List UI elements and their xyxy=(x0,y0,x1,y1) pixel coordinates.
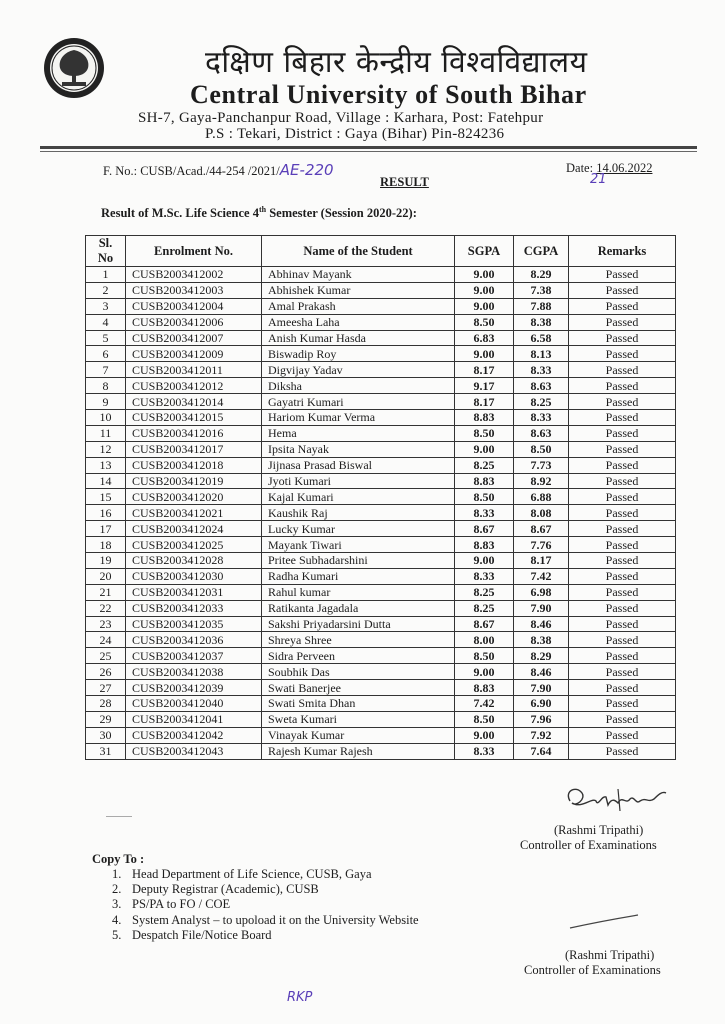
cell-cgpa: 6.90 xyxy=(514,696,569,712)
cell-cgpa: 8.50 xyxy=(514,441,569,457)
cell-remarks: Passed xyxy=(569,314,676,330)
cell-sl: 29 xyxy=(86,711,126,727)
cell-enrolment: CUSB2003412024 xyxy=(126,521,262,537)
cell-sgpa: 9.00 xyxy=(455,553,514,569)
cell-enrolment: CUSB2003412038 xyxy=(126,664,262,680)
cell-sl: 15 xyxy=(86,489,126,505)
list-number: 3. xyxy=(112,897,122,912)
cell-sl: 17 xyxy=(86,521,126,537)
cell-remarks: Passed xyxy=(569,441,676,457)
cell-sgpa: 8.17 xyxy=(455,362,514,378)
list-number: 4. xyxy=(112,912,122,927)
date-label: Date: xyxy=(566,161,594,175)
cell-remarks: Passed xyxy=(569,330,676,346)
cell-name: Sakshi Priyadarsini Dutta xyxy=(262,616,455,632)
cell-enrolment: CUSB2003412042 xyxy=(126,727,262,743)
cell-sgpa: 9.00 xyxy=(455,346,514,362)
cell-cgpa: 8.33 xyxy=(514,410,569,426)
cell-remarks: Passed xyxy=(569,632,676,648)
table-row xyxy=(86,648,676,664)
cell-remarks: Passed xyxy=(569,489,676,505)
table-row xyxy=(86,521,676,537)
header-divider-thin xyxy=(40,151,697,152)
cell-name: Lucky Kumar xyxy=(262,521,455,537)
cell-remarks: Passed xyxy=(569,664,676,680)
cell-name: Shreya Shree xyxy=(262,632,455,648)
cell-sl: 23 xyxy=(86,616,126,632)
cell-cgpa: 6.98 xyxy=(514,584,569,600)
cell-remarks: Passed xyxy=(569,425,676,441)
cell-name: Mayank Tiwari xyxy=(262,537,455,553)
cell-name: Sweta Kumari xyxy=(262,711,455,727)
cell-enrolment: CUSB2003412009 xyxy=(126,346,262,362)
cell-sgpa: 8.83 xyxy=(455,473,514,489)
cell-name: Abhishek Kumar xyxy=(262,282,455,298)
cell-remarks: Passed xyxy=(569,378,676,394)
cell-cgpa: 8.67 xyxy=(514,521,569,537)
list-text: PS/PA to FO / COE xyxy=(132,897,231,912)
cell-sgpa: 8.00 xyxy=(455,632,514,648)
cell-sl: 4 xyxy=(86,314,126,330)
cell-remarks: Passed xyxy=(569,743,676,759)
cell-remarks: Passed xyxy=(569,584,676,600)
cell-sl: 20 xyxy=(86,568,126,584)
cell-sgpa: 9.00 xyxy=(455,298,514,314)
subheading-text-end: Semester (Session 2020-22): xyxy=(266,206,417,221)
cell-enrolment: CUSB2003412035 xyxy=(126,616,262,632)
cell-sl: 2 xyxy=(86,282,126,298)
cell-remarks: Passed xyxy=(569,648,676,664)
cell-enrolment: CUSB2003412028 xyxy=(126,553,262,569)
table-row xyxy=(86,584,676,600)
cell-sl: 14 xyxy=(86,473,126,489)
table-row xyxy=(86,537,676,553)
cell-cgpa: 8.46 xyxy=(514,664,569,680)
cell-cgpa: 6.58 xyxy=(514,330,569,346)
cell-sl: 7 xyxy=(86,362,126,378)
cell-name: Ratikanta Jagadala xyxy=(262,600,455,616)
cell-cgpa: 7.88 xyxy=(514,298,569,314)
cell-enrolment: CUSB2003412003 xyxy=(126,282,262,298)
cell-name: Rajesh Kumar Rajesh xyxy=(262,743,455,759)
subheading-sup: th xyxy=(258,205,267,214)
cell-name: Digvijay Yadav xyxy=(262,362,455,378)
table-row xyxy=(86,410,676,426)
cell-name: Amal Prakash xyxy=(262,298,455,314)
cell-name: Swati Smita Dhan xyxy=(262,696,455,712)
table-row xyxy=(86,616,676,632)
table-row xyxy=(86,600,676,616)
subheading-text: Result of M.Sc. Life Science 4 xyxy=(101,206,259,221)
copy-to-heading: Copy To : xyxy=(92,852,145,866)
list-text: Despatch File/Notice Board xyxy=(132,927,272,942)
table-row xyxy=(86,743,676,759)
table-row xyxy=(86,505,676,521)
cell-remarks: Passed xyxy=(569,267,676,283)
table-row xyxy=(86,330,676,346)
table-row xyxy=(86,489,676,505)
signatory-title-bottom: Controller of Examinations xyxy=(524,963,661,977)
cell-sgpa: 8.50 xyxy=(455,314,514,330)
cell-sl: 9 xyxy=(86,394,126,410)
cell-sl: 8 xyxy=(86,378,126,394)
cell-cgpa: 8.38 xyxy=(514,314,569,330)
list-number: 5. xyxy=(112,927,122,942)
result-heading: RESULT xyxy=(380,175,429,189)
cell-sl: 6 xyxy=(86,346,126,362)
hindi-title: दक्षिण बिहार केन्द्रीय विश्वविद्यालय xyxy=(205,45,588,80)
cell-name: Hema xyxy=(262,425,455,441)
cell-enrolment: CUSB2003412021 xyxy=(126,505,262,521)
cell-cgpa: 7.96 xyxy=(514,711,569,727)
cell-enrolment: CUSB2003412025 xyxy=(126,537,262,553)
date-handwritten-mark: 21 xyxy=(590,172,607,187)
address-line-2: P.S : Tekari, District : Gaya (Bihar) Pin-824236 xyxy=(205,126,505,142)
cell-cgpa: 7.38 xyxy=(514,282,569,298)
cell-enrolment: CUSB2003412030 xyxy=(126,568,262,584)
table-row xyxy=(86,680,676,696)
stray-mark xyxy=(106,816,132,817)
cell-name: Rahul kumar xyxy=(262,584,455,600)
cell-cgpa: 7.90 xyxy=(514,600,569,616)
file-number-text: F. No.: CUSB/Acad./44-254 /2021/ xyxy=(103,164,280,178)
cell-sgpa: 8.17 xyxy=(455,394,514,410)
list-text: Head Department of Life Science, CUSB, Gaya xyxy=(132,867,372,881)
cell-name: Gayatri Kumari xyxy=(262,394,455,410)
cell-cgpa: 8.63 xyxy=(514,425,569,441)
table-row xyxy=(86,394,676,410)
list-item xyxy=(112,928,419,943)
cell-sgpa: 9.00 xyxy=(455,267,514,283)
cell-name: Ipsita Nayak xyxy=(262,441,455,457)
col-header-sl: Sl. No xyxy=(86,236,126,267)
cell-enrolment: CUSB2003412011 xyxy=(126,362,262,378)
cell-sl: 1 xyxy=(86,267,126,283)
cell-remarks: Passed xyxy=(569,568,676,584)
file-number-handwritten: AE-220 xyxy=(279,161,334,179)
cell-sgpa: 8.25 xyxy=(455,584,514,600)
date-value: 14.06.2022 xyxy=(596,161,653,175)
col-header-sgpa: SGPA xyxy=(455,236,514,267)
cell-cgpa: 7.64 xyxy=(514,743,569,759)
cell-cgpa: 8.92 xyxy=(514,473,569,489)
cell-sl: 28 xyxy=(86,696,126,712)
cell-enrolment: CUSB2003412015 xyxy=(126,410,262,426)
cell-cgpa: 8.13 xyxy=(514,346,569,362)
cell-sgpa: 8.25 xyxy=(455,457,514,473)
table-row xyxy=(86,378,676,394)
cell-remarks: Passed xyxy=(569,410,676,426)
cell-sl: 30 xyxy=(86,727,126,743)
cell-name: Anish Kumar Hasda xyxy=(262,330,455,346)
signature-stroke xyxy=(568,912,640,932)
col-header-enrolment: Enrolment No. xyxy=(126,236,262,267)
result-subheading xyxy=(101,205,417,221)
cell-enrolment: CUSB2003412002 xyxy=(126,267,262,283)
cell-remarks: Passed xyxy=(569,298,676,314)
cell-name: Soubhik Das xyxy=(262,664,455,680)
cell-name: Vinayak Kumar xyxy=(262,727,455,743)
cell-sgpa: 9.00 xyxy=(455,441,514,457)
cell-sgpa: 8.83 xyxy=(455,537,514,553)
cell-sl: 31 xyxy=(86,743,126,759)
signatory-name: (Rashmi Tripathi) xyxy=(554,823,644,837)
header-divider xyxy=(40,146,697,149)
cell-name: Sidra Perveen xyxy=(262,648,455,664)
col-header-name: Name of the Student xyxy=(262,236,455,267)
cell-enrolment: CUSB2003412016 xyxy=(126,425,262,441)
cell-name: Swati Banerjee xyxy=(262,680,455,696)
cell-cgpa: 7.90 xyxy=(514,680,569,696)
table-header-row xyxy=(86,236,676,267)
university-title: Central University of South Bihar xyxy=(190,80,587,109)
cell-sl: 22 xyxy=(86,600,126,616)
cell-sgpa: 8.33 xyxy=(455,568,514,584)
cell-sgpa: 8.83 xyxy=(455,680,514,696)
cell-remarks: Passed xyxy=(569,537,676,553)
cell-enrolment: CUSB2003412006 xyxy=(126,314,262,330)
cell-name: Diksha xyxy=(262,378,455,394)
cell-cgpa: 6.88 xyxy=(514,489,569,505)
list-number: 1. xyxy=(112,867,122,881)
signature-rashmi-tripathi xyxy=(562,781,672,821)
signatory-title: Controller of Examinations xyxy=(520,838,657,852)
cell-cgpa: 8.63 xyxy=(514,378,569,394)
cell-sgpa: 8.50 xyxy=(455,489,514,505)
cell-name: Biswadip Roy xyxy=(262,346,455,362)
cell-enrolment: CUSB2003412033 xyxy=(126,600,262,616)
cell-sgpa: 9.00 xyxy=(455,727,514,743)
list-number: 2. xyxy=(112,882,122,897)
cell-enrolment: CUSB2003412004 xyxy=(126,298,262,314)
cell-enrolment: CUSB2003412036 xyxy=(126,632,262,648)
cell-enrolment: CUSB2003412039 xyxy=(126,680,262,696)
cell-remarks: Passed xyxy=(569,616,676,632)
cell-name: Kajal Kumari xyxy=(262,489,455,505)
cell-sgpa: 8.83 xyxy=(455,410,514,426)
table-row xyxy=(86,457,676,473)
cell-sl: 11 xyxy=(86,425,126,441)
cell-sgpa: 8.33 xyxy=(455,743,514,759)
list-item xyxy=(112,897,419,912)
cell-remarks: Passed xyxy=(569,680,676,696)
cell-sl: 5 xyxy=(86,330,126,346)
university-emblem-icon xyxy=(42,36,106,100)
cell-remarks: Passed xyxy=(569,711,676,727)
cell-sgpa: 6.83 xyxy=(455,330,514,346)
results-table xyxy=(85,235,676,760)
table-row xyxy=(86,632,676,648)
cell-remarks: Passed xyxy=(569,521,676,537)
cell-remarks: Passed xyxy=(569,362,676,378)
cell-name: Abhinav Mayank xyxy=(262,267,455,283)
list-item xyxy=(112,913,419,928)
cell-sl: 13 xyxy=(86,457,126,473)
date xyxy=(566,161,652,176)
table-row xyxy=(86,362,676,378)
file-number xyxy=(103,161,334,179)
cell-sgpa: 8.67 xyxy=(455,521,514,537)
cell-sl: 12 xyxy=(86,441,126,457)
cell-remarks: Passed xyxy=(569,282,676,298)
table-row xyxy=(86,298,676,314)
cell-sgpa: 8.50 xyxy=(455,425,514,441)
cell-cgpa: 8.17 xyxy=(514,553,569,569)
cell-sl: 10 xyxy=(86,410,126,426)
cell-sgpa: 7.42 xyxy=(455,696,514,712)
table-row xyxy=(86,346,676,362)
list-text: System Analyst – to upoload it on the University Website xyxy=(132,912,419,927)
cell-cgpa: 7.73 xyxy=(514,457,569,473)
cell-sl: 18 xyxy=(86,537,126,553)
table-row xyxy=(86,314,676,330)
list-item xyxy=(112,882,419,897)
cell-enrolment: CUSB2003412041 xyxy=(126,711,262,727)
address-line-1: SH-7, Gaya-Panchanpur Road, Village : Karhara, Post: Fatehpur xyxy=(138,110,544,126)
table-row xyxy=(86,282,676,298)
cell-remarks: Passed xyxy=(569,505,676,521)
results-body xyxy=(86,267,676,760)
cell-name: Radha Kumari xyxy=(262,568,455,584)
table-row xyxy=(86,664,676,680)
cell-sgpa: 8.50 xyxy=(455,711,514,727)
table-row xyxy=(86,711,676,727)
cell-sl: 16 xyxy=(86,505,126,521)
cell-sl: 3 xyxy=(86,298,126,314)
cell-name: Hariom Kumar Verma xyxy=(262,410,455,426)
list-text: Deputy Registrar (Academic), CUSB xyxy=(132,882,319,897)
cell-remarks: Passed xyxy=(569,473,676,489)
cell-enrolment: CUSB2003412043 xyxy=(126,743,262,759)
cell-cgpa: 8.38 xyxy=(514,632,569,648)
handwritten-initials: RKP xyxy=(287,990,313,1005)
cell-cgpa: 7.42 xyxy=(514,568,569,584)
table-row xyxy=(86,425,676,441)
cell-sgpa: 9.00 xyxy=(455,282,514,298)
cell-sgpa: 8.50 xyxy=(455,648,514,664)
cell-cgpa: 8.33 xyxy=(514,362,569,378)
cell-enrolment: CUSB2003412037 xyxy=(126,648,262,664)
cell-remarks: Passed xyxy=(569,457,676,473)
cell-enrolment: CUSB2003412019 xyxy=(126,473,262,489)
cell-cgpa: 8.25 xyxy=(514,394,569,410)
cell-enrolment: CUSB2003412018 xyxy=(126,457,262,473)
cell-remarks: Passed xyxy=(569,727,676,743)
col-header-cgpa: CGPA xyxy=(514,236,569,267)
cell-sgpa: 8.25 xyxy=(455,600,514,616)
cell-cgpa: 7.76 xyxy=(514,537,569,553)
table-row xyxy=(86,553,676,569)
cell-remarks: Passed xyxy=(569,600,676,616)
cell-name: Ameesha Laha xyxy=(262,314,455,330)
cell-enrolment: CUSB2003412040 xyxy=(126,696,262,712)
table-row xyxy=(86,727,676,743)
cell-sl: 19 xyxy=(86,553,126,569)
cell-cgpa: 8.08 xyxy=(514,505,569,521)
cell-sgpa: 9.00 xyxy=(455,664,514,680)
cell-name: Pritee Subhadarshini xyxy=(262,553,455,569)
table-row xyxy=(86,267,676,283)
cell-cgpa: 7.92 xyxy=(514,727,569,743)
table-row xyxy=(86,473,676,489)
cell-remarks: Passed xyxy=(569,696,676,712)
table-row xyxy=(86,696,676,712)
table-row xyxy=(86,441,676,457)
cell-enrolment: CUSB2003412020 xyxy=(126,489,262,505)
cell-enrolment: CUSB2003412012 xyxy=(126,378,262,394)
cell-remarks: Passed xyxy=(569,394,676,410)
cell-enrolment: CUSB2003412014 xyxy=(126,394,262,410)
cell-sgpa: 8.67 xyxy=(455,616,514,632)
cell-cgpa: 8.29 xyxy=(514,648,569,664)
cell-sl: 26 xyxy=(86,664,126,680)
cell-cgpa: 8.29 xyxy=(514,267,569,283)
cell-enrolment: CUSB2003412017 xyxy=(126,441,262,457)
cell-sl: 24 xyxy=(86,632,126,648)
signatory-name-bottom: (Rashmi Tripathi) xyxy=(565,948,655,962)
cell-name: Jyoti Kumari xyxy=(262,473,455,489)
cell-cgpa: 8.46 xyxy=(514,616,569,632)
cell-remarks: Passed xyxy=(569,553,676,569)
table-row xyxy=(86,568,676,584)
cell-sl: 27 xyxy=(86,680,126,696)
cell-sl: 21 xyxy=(86,584,126,600)
cell-sgpa: 8.33 xyxy=(455,505,514,521)
cell-sgpa: 9.17 xyxy=(455,378,514,394)
list-item xyxy=(112,867,419,882)
cell-name: Jijnasa Prasad Biswal xyxy=(262,457,455,473)
cell-sl: 25 xyxy=(86,648,126,664)
cell-enrolment: CUSB2003412031 xyxy=(126,584,262,600)
copy-to-list xyxy=(112,867,419,943)
cell-remarks: Passed xyxy=(569,346,676,362)
cell-enrolment: CUSB2003412007 xyxy=(126,330,262,346)
col-header-remarks: Remarks xyxy=(569,236,676,267)
cell-name: Kaushik Raj xyxy=(262,505,455,521)
